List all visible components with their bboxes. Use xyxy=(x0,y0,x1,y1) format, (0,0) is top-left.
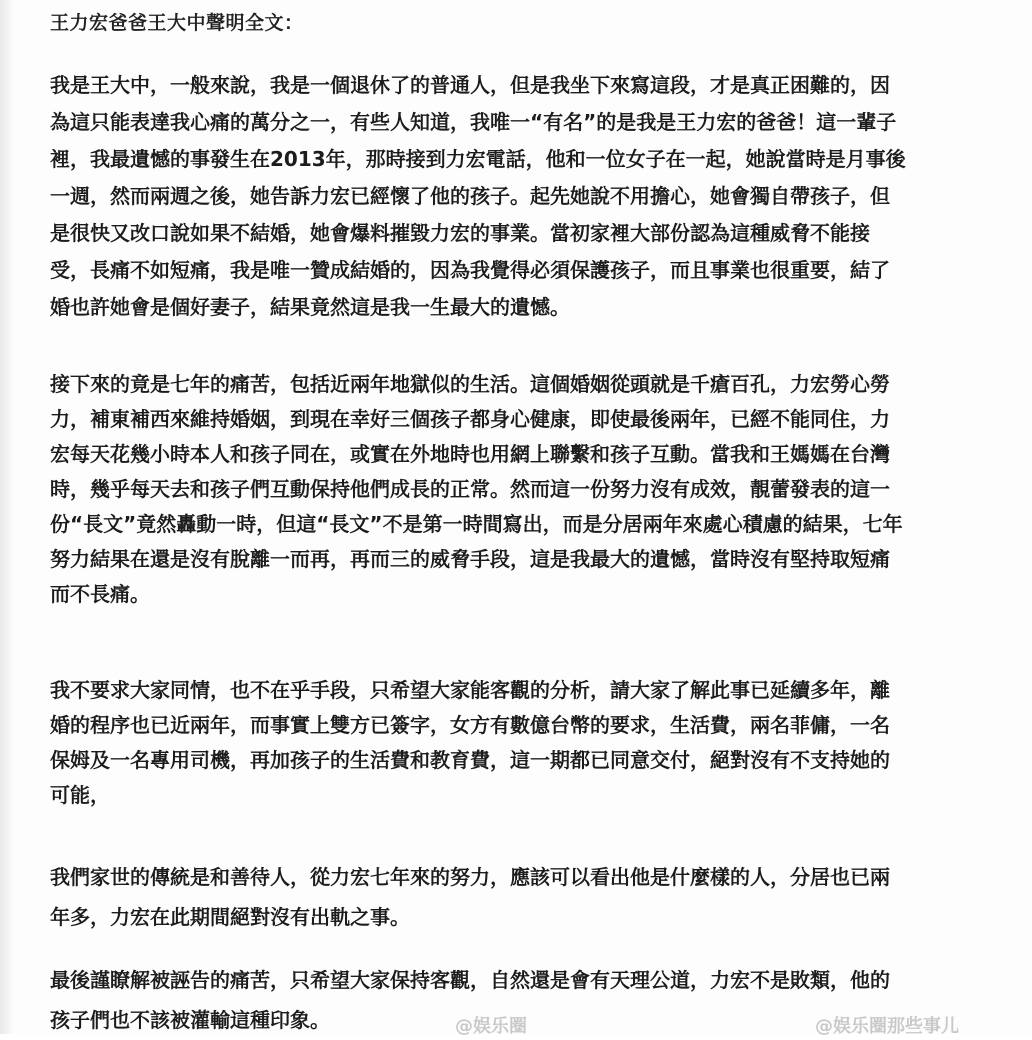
text-line: 我們家世的傳統是和善待人，從力宏七年來的努力，應該可以看出他是什麼樣的人，分居也已兩 xyxy=(50,865,890,889)
text-line: 最後謹瞭解被誣告的痛苦，只希望大家保持客觀，自然還是會有天理公道，力宏不是敗類，他的 xyxy=(50,968,890,992)
paragraph-4 xyxy=(50,857,1010,937)
watermark-1: @娱乐圈 xyxy=(455,1016,527,1037)
paragraph-3 xyxy=(50,673,1010,813)
text-line: 份“長文”竟然轟動一時，但這“長文”不是第一時間寫出，而是分居兩年來處心積慮的結果，七年 xyxy=(50,512,903,536)
text-line: 婚也許她會是個好妻子，結果竟然這是我一生最大的遺憾。 xyxy=(50,295,570,319)
statement-title: 王力宏爸爸王大中聲明全文： xyxy=(50,12,304,34)
text-line: 年多，力宏在此期間絕對沒有出軌之事。 xyxy=(50,905,410,929)
text-line: 婚的程序也已近兩年，而事實上雙方已簽字，女方有數億台幣的要求，生活費，兩名菲傭，一名 xyxy=(50,713,890,737)
page-edge-shadow xyxy=(0,0,14,1034)
text-line: 而不長痛。 xyxy=(50,582,150,606)
text-line: 裡，我最遺憾的事發生在2013年，那時接到力宏電話，他和一位女子在一起，她說當時是月事後 xyxy=(50,147,906,171)
paragraph-1 xyxy=(50,67,1010,326)
text-line: 為這只能表達我心痛的萬分之一，有些人知道，我唯一“有名”的是我是王力宏的爸爸！這一輩子 xyxy=(50,110,897,134)
text-line: 保姆及一名專用司機，再加孩子的生活費和教育費，這一期都已同意交付，絕對沒有不支持她的 xyxy=(50,748,890,772)
text-line: 時，幾乎每天去和孩子們互動保持他們成長的正常。然而這一份努力沒有成效，靚蕾發表的這一 xyxy=(50,477,890,501)
text-line: 宏每天花幾小時本人和孩子同在，或實在外地時也用網上聯繫和孩子互動。當我和王媽媽在台灣 xyxy=(50,442,890,466)
text-line: 可能， xyxy=(50,783,110,807)
text-line: 是很快又改口說如果不結婚，她會爆料摧毀力宏的事業。當初家裡大部份認為這種威脅不能接 xyxy=(50,221,870,245)
text-line: 我是王大中，一般來說，我是一個退休了的普通人，但是我坐下來寫這段，才是真正困難的，因 xyxy=(50,73,890,97)
text-line: 受，長痛不如短痛，我是唯一贊成結婚的，因為我覺得必須保護孩子，而且事業也很重要，結了 xyxy=(50,258,890,282)
text-line: 我不要求大家同情，也不在乎手段，只希望大家能客觀的分析，請大家了解此事已延續多年，離 xyxy=(50,678,890,702)
watermark-2: @娱乐圈那些事儿 xyxy=(815,1016,959,1037)
text-line: 努力結果在還是沒有脫離一而再，再而三的威脅手段，這是我最大的遺憾，當時沒有堅持取短痛 xyxy=(50,547,890,571)
text-line: 孩子們也不該被灌輸這種印象。 xyxy=(50,1008,330,1032)
paragraph-2 xyxy=(50,367,1010,612)
text-line: 力，補東補西來維持婚姻，到現在幸好三個孩子都身心健康，即使最後兩年，已經不能同住，力 xyxy=(50,407,890,431)
text-line: 一週，然而兩週之後，她告訴力宏已經懷了他的孩子。起先她說不用擔心，她會獨自帶孩子，但 xyxy=(50,184,890,208)
text-line: 接下來的竟是七年的痛苦，包括近兩年地獄似的生活。這個婚姻從頭就是千瘡百孔，力宏勞心勞 xyxy=(50,372,890,396)
